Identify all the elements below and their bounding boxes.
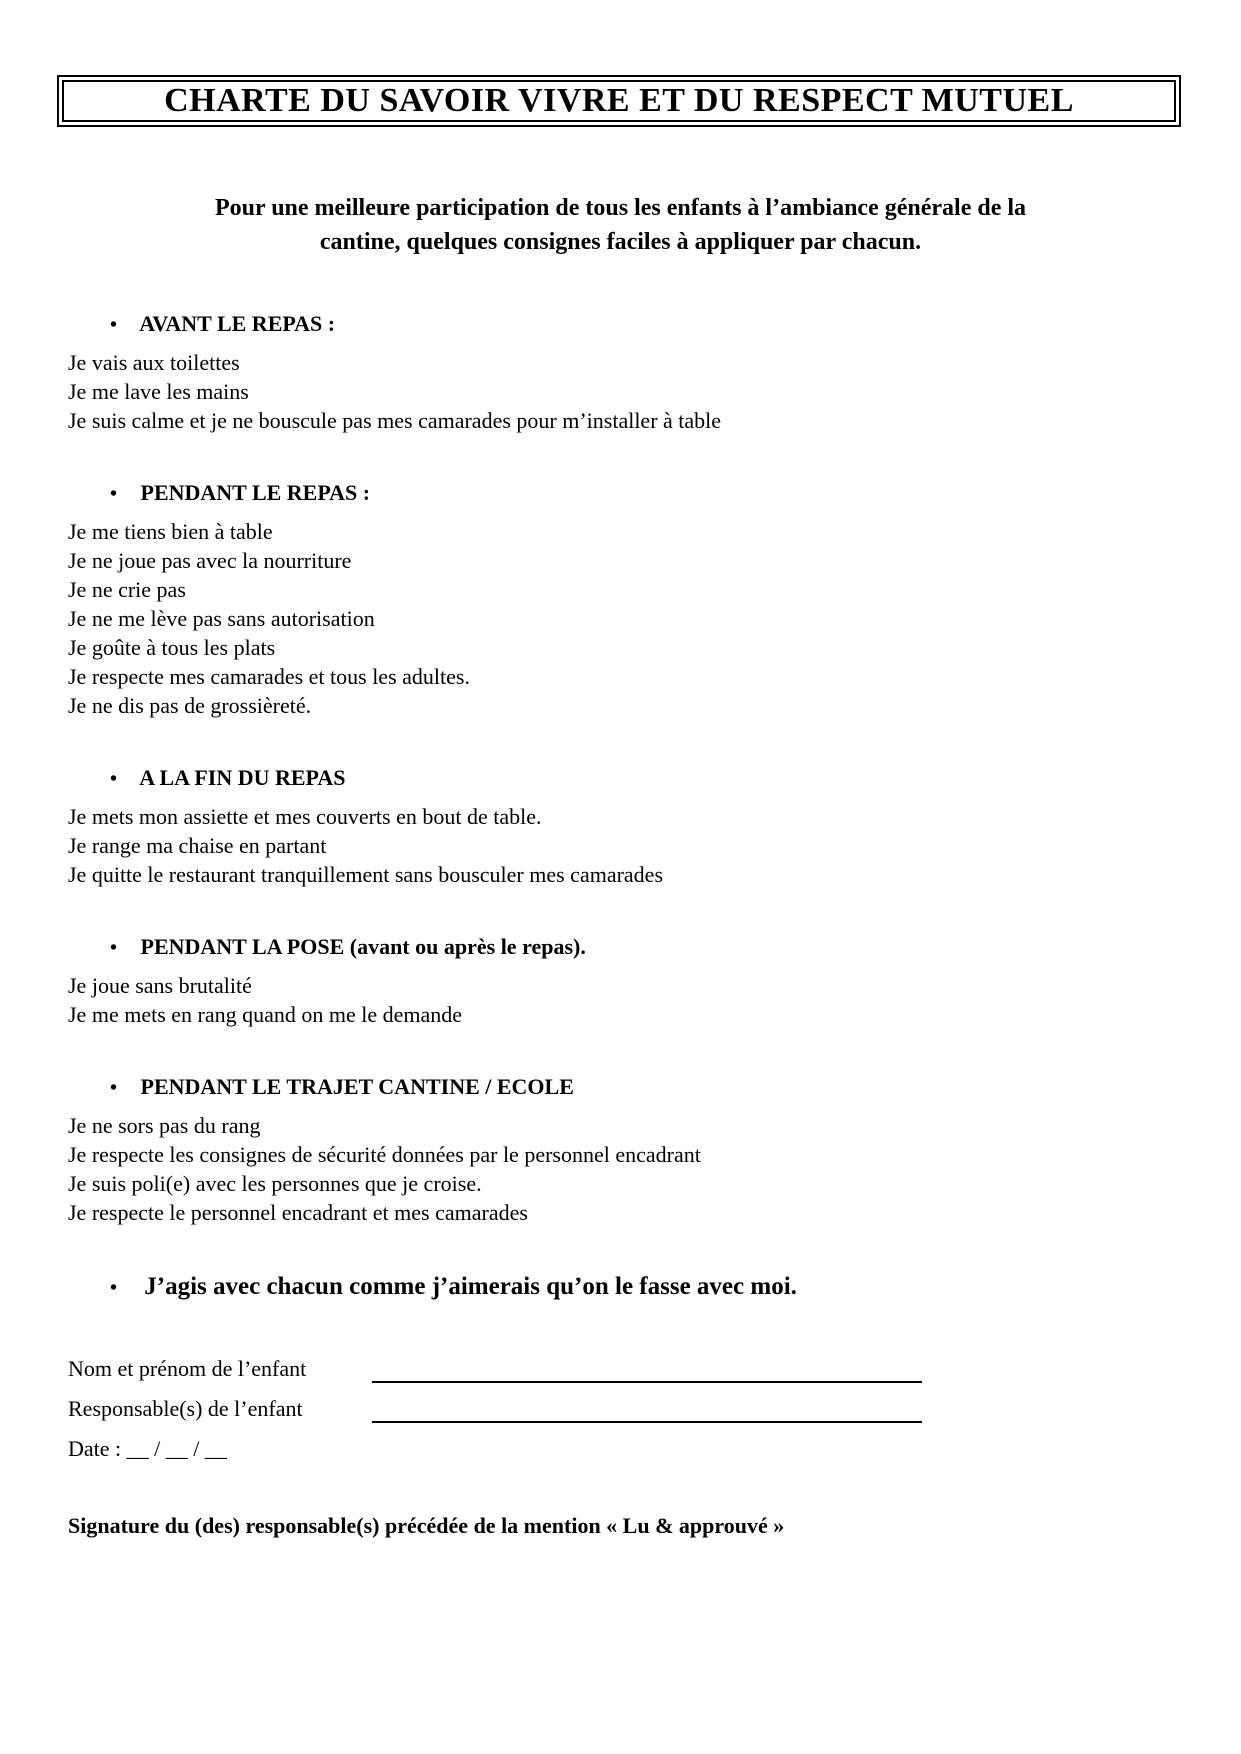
- section-heading-row: [0, 309, 1241, 340]
- title-box: [57, 75, 1181, 127]
- section-pendant-la-pose: [0, 932, 1241, 1029]
- closing-statement-row: [0, 1271, 1241, 1304]
- rule-line: Je range ma chaise en partant: [68, 833, 327, 858]
- intro-line-2: cantine, quelques consignes faciles à appliquer par chacun.: [319, 229, 922, 255]
- section-heading-row: [0, 763, 1241, 794]
- section-heading: AVANT LE REPAS :: [139, 311, 336, 336]
- bullet-icon: [110, 1072, 135, 1103]
- bullet-icon: [110, 478, 135, 509]
- section-heading: PENDANT LE REPAS :: [140, 480, 371, 505]
- section-heading-row: [0, 478, 1241, 509]
- date-label: Date :: [68, 1436, 122, 1461]
- rule-line: Je goûte à tous les plats: [68, 635, 276, 660]
- intro-paragraph: [0, 191, 1241, 259]
- bullet-icon: [110, 309, 135, 340]
- rule-line: Je ne joue pas avec la nourriture: [68, 548, 352, 573]
- rule-line: Je me lave les mains: [68, 379, 249, 404]
- section-avant-le-repas: [0, 309, 1241, 435]
- rule-line: Je vais aux toilettes: [68, 350, 240, 375]
- section-heading-row: [0, 932, 1241, 963]
- rule-line: Je me mets en rang quand on me le demande: [68, 1002, 463, 1027]
- rule-line: Je joue sans brutalité: [68, 973, 252, 998]
- date-row: [68, 1434, 1241, 1463]
- rule-line: Je suis calme et je ne bouscule pas mes camarades pour m’installer à table: [68, 408, 722, 433]
- rule-line: Je me tiens bien à table: [68, 519, 273, 544]
- rule-line: Je respecte le personnel encadrant et mes camarades: [68, 1200, 528, 1225]
- bullet-icon: [110, 1271, 138, 1304]
- date-blanks: __ / __ / __: [126, 1436, 227, 1461]
- guardian-row: [68, 1394, 1241, 1423]
- section-pendant-le-trajet: [0, 1072, 1241, 1227]
- guardian-label: Responsable(s) de l’enfant: [68, 1396, 303, 1421]
- rule-line: Je respecte mes camarades et tous les adultes.: [68, 664, 470, 689]
- signature-note: Signature du (des) responsable(s) précédée de la mention « Lu & approuvé »: [68, 1513, 785, 1538]
- section-heading: A LA FIN DU REPAS: [139, 765, 346, 790]
- child-name-label: Nom et prénom de l’enfant: [68, 1356, 307, 1381]
- rule-line: Je ne crie pas: [68, 577, 186, 602]
- rule-line: Je ne me lève pas sans autorisation: [68, 606, 375, 631]
- rule-line: Je respecte les consignes de sécurité données par le personnel encadrant: [68, 1142, 701, 1167]
- rule-line: Je quitte le restaurant tranquillement sans bousculer mes camarades: [68, 862, 664, 887]
- bullet-icon: [110, 763, 135, 794]
- child-name-row: [68, 1354, 1241, 1383]
- intro-line-1: Pour une meilleure participation de tous les enfants à l’ambiance générale de la: [214, 195, 1027, 221]
- section-a-la-fin-du-repas: [0, 763, 1241, 889]
- section-heading: PENDANT LE TRAJET CANTINE / ECOLE: [140, 1074, 574, 1099]
- rule-line: Je ne sors pas du rang: [68, 1113, 261, 1138]
- guardian-line: [372, 1395, 922, 1423]
- title-box-inner: [62, 80, 1176, 122]
- closing-statement: J’agis avec chacun comme j’aimerais qu’on le fasse avec moi.: [144, 1273, 797, 1300]
- rule-line: Je ne dis pas de grossièreté.: [68, 693, 312, 718]
- section-pendant-le-repas: [0, 478, 1241, 720]
- page-title: CHARTE DU SAVOIR VIVRE ET DU RESPECT MUTUEL: [164, 82, 1074, 119]
- section-heading-row: [0, 1072, 1241, 1103]
- rule-line: Je suis poli(e) avec les personnes que je croise.: [68, 1171, 482, 1196]
- rule-line: Je mets mon assiette et mes couverts en bout de table.: [68, 804, 542, 829]
- child-name-line: [372, 1355, 922, 1383]
- form-area: [68, 1354, 1241, 1463]
- section-heading: PENDANT LA POSE (avant ou après le repas).: [140, 934, 586, 959]
- bullet-icon: [110, 932, 135, 963]
